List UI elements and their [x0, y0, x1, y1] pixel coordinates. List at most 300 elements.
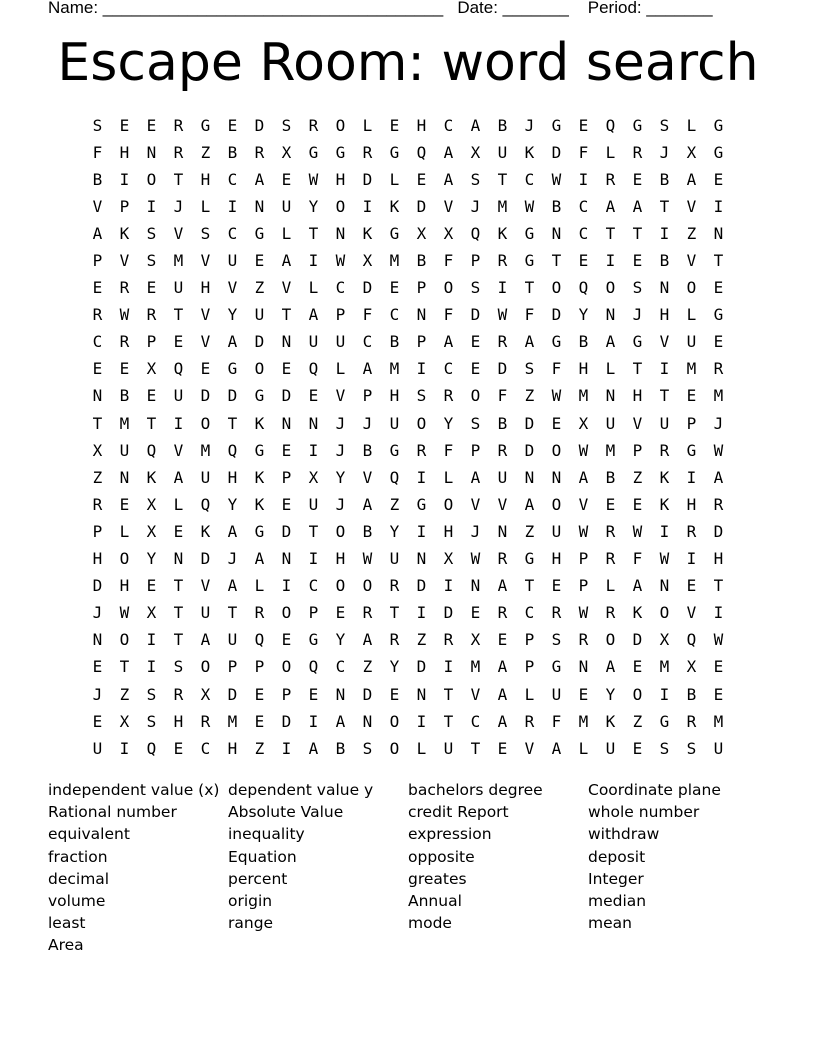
- grid-row: [84, 329, 732, 356]
- grid-letter: D: [524, 413, 535, 433]
- grid-letter: R: [254, 142, 265, 162]
- grid-letter: A: [605, 657, 616, 677]
- grid-letter: B: [416, 251, 427, 271]
- word-bank-item: mean: [588, 914, 632, 933]
- grid-letter: S: [146, 711, 157, 731]
- grid-letter: G: [308, 142, 319, 162]
- grid-letter: Y: [227, 494, 238, 514]
- grid-letter: O: [416, 413, 427, 433]
- grid-letter: D: [281, 711, 292, 731]
- grid-letter: C: [389, 305, 400, 325]
- grid-letter: D: [281, 386, 292, 406]
- grid-letter: B: [92, 169, 103, 189]
- grid-letter: X: [470, 630, 481, 650]
- grid-letter: P: [578, 576, 589, 596]
- grid-letter: T: [173, 576, 184, 596]
- grid-letter: E: [470, 359, 481, 379]
- grid-letter: Q: [146, 738, 157, 758]
- grid-letter: U: [497, 142, 508, 162]
- grid-letter: J: [362, 413, 373, 433]
- grid-letter: W: [659, 549, 670, 569]
- grid-letter: I: [281, 576, 292, 596]
- grid-letter: E: [416, 169, 427, 189]
- grid-letter: S: [470, 413, 481, 433]
- grid-letter: R: [497, 603, 508, 623]
- grid-letter: V: [443, 196, 454, 216]
- grid-letter: J: [173, 196, 184, 216]
- grid-letter: T: [713, 576, 724, 596]
- grid-letter: F: [362, 305, 373, 325]
- grid-letter: R: [605, 521, 616, 541]
- grid-letter: D: [200, 386, 211, 406]
- grid-row: [84, 518, 732, 545]
- grid-letter: O: [362, 576, 373, 596]
- grid-letter: P: [227, 657, 238, 677]
- grid-letter: S: [470, 278, 481, 298]
- grid-letter: Y: [146, 549, 157, 569]
- grid-letter: L: [686, 305, 697, 325]
- grid-letter: U: [308, 332, 319, 352]
- grid-letter: G: [227, 359, 238, 379]
- grid-letter: H: [713, 549, 724, 569]
- grid-letter: Z: [686, 223, 697, 243]
- grid-letter: B: [578, 332, 589, 352]
- grid-letter: A: [227, 521, 238, 541]
- grid-letter: M: [713, 711, 724, 731]
- grid-letter: I: [686, 467, 697, 487]
- grid-letter: C: [200, 738, 211, 758]
- grid-letter: B: [497, 413, 508, 433]
- grid-letter: E: [713, 169, 724, 189]
- grid-letter: V: [686, 603, 697, 623]
- grid-letter: C: [92, 332, 103, 352]
- grid-letter: A: [605, 332, 616, 352]
- grid-letter: A: [200, 630, 211, 650]
- grid-letter: O: [443, 278, 454, 298]
- grid-letter: U: [173, 278, 184, 298]
- grid-letter: Z: [524, 386, 535, 406]
- grid-letter: K: [362, 223, 373, 243]
- grid-letter: Z: [416, 630, 427, 650]
- grid-letter: G: [686, 440, 697, 460]
- grid-letter: S: [146, 684, 157, 704]
- grid-letter: Z: [524, 521, 535, 541]
- grid-letter: E: [254, 684, 265, 704]
- grid-letter: D: [416, 576, 427, 596]
- grid-letter: X: [308, 467, 319, 487]
- grid-letter: Q: [605, 115, 616, 135]
- grid-letter: D: [443, 603, 454, 623]
- grid-letter: Y: [227, 305, 238, 325]
- grid-letter: E: [632, 169, 643, 189]
- word-bank-item: expression: [408, 825, 492, 844]
- grid-letter: X: [443, 549, 454, 569]
- grid-letter: U: [119, 440, 130, 460]
- grid-letter: S: [281, 115, 292, 135]
- grid-letter: P: [281, 467, 292, 487]
- grid-letter: X: [146, 359, 157, 379]
- grid-letter: I: [659, 521, 670, 541]
- grid-letter: A: [497, 684, 508, 704]
- grid-letter: S: [200, 223, 211, 243]
- grid-letter: S: [659, 115, 670, 135]
- grid-letter: T: [227, 413, 238, 433]
- grid-letter: H: [200, 169, 211, 189]
- grid-row: [84, 139, 732, 166]
- grid-letter: D: [416, 657, 427, 677]
- grid-letter: K: [659, 467, 670, 487]
- grid-letter: O: [389, 711, 400, 731]
- grid-letter: A: [605, 196, 616, 216]
- grid-letter: R: [443, 386, 454, 406]
- grid-letter: A: [362, 630, 373, 650]
- grid-letter: A: [362, 494, 373, 514]
- grid-letter: T: [119, 657, 130, 677]
- grid-letter: D: [713, 521, 724, 541]
- grid-letter: T: [632, 223, 643, 243]
- grid-letter: H: [119, 142, 130, 162]
- grid-letter: N: [308, 413, 319, 433]
- grid-letter: S: [173, 657, 184, 677]
- grid-letter: U: [605, 413, 616, 433]
- grid-letter: M: [659, 657, 670, 677]
- grid-letter: M: [497, 196, 508, 216]
- grid-letter: Z: [200, 142, 211, 162]
- grid-letter: N: [254, 196, 265, 216]
- grid-letter: A: [713, 467, 724, 487]
- grid-letter: M: [227, 711, 238, 731]
- grid-letter: T: [524, 576, 535, 596]
- grid-letter: E: [227, 115, 238, 135]
- grid-letter: O: [686, 278, 697, 298]
- grid-letter: X: [281, 142, 292, 162]
- grid-letter: K: [254, 494, 265, 514]
- grid-letter: T: [443, 684, 454, 704]
- grid-letter: T: [659, 386, 670, 406]
- word-bank-item: volume: [48, 892, 106, 911]
- grid-letter: L: [200, 196, 211, 216]
- grid-letter: Q: [686, 630, 697, 650]
- grid-letter: G: [713, 305, 724, 325]
- grid-letter: X: [146, 603, 157, 623]
- grid-letter: I: [659, 359, 670, 379]
- grid-letter: Y: [443, 413, 454, 433]
- grid-letter: W: [119, 305, 130, 325]
- grid-letter: O: [335, 576, 346, 596]
- grid-letter: N: [281, 413, 292, 433]
- grid-letter: A: [497, 576, 508, 596]
- grid-letter: T: [173, 305, 184, 325]
- grid-row: [84, 410, 732, 437]
- grid-letter: L: [308, 278, 319, 298]
- word-bank-item: independent value (x): [48, 781, 220, 799]
- grid-letter: A: [227, 332, 238, 352]
- grid-letter: E: [632, 494, 643, 514]
- grid-letter: A: [551, 738, 562, 758]
- grid-letter: L: [173, 494, 184, 514]
- grid-letter: O: [119, 549, 130, 569]
- grid-letter: G: [713, 115, 724, 135]
- grid-letter: U: [605, 738, 616, 758]
- grid-letter: O: [551, 494, 562, 514]
- grid-letter: R: [497, 440, 508, 460]
- grid-row: [84, 681, 732, 708]
- grid-letter: S: [146, 223, 157, 243]
- grid-letter: T: [713, 251, 724, 271]
- grid-letter: P: [362, 386, 373, 406]
- grid-letter: X: [443, 223, 454, 243]
- grid-letter: I: [659, 223, 670, 243]
- grid-letter: V: [200, 251, 211, 271]
- grid-letter: B: [686, 684, 697, 704]
- grid-letter: E: [308, 684, 319, 704]
- grid-letter: B: [605, 467, 616, 487]
- grid-letter: P: [416, 278, 427, 298]
- word-bank-item: Equation: [228, 847, 297, 866]
- grid-letter: D: [632, 630, 643, 650]
- grid-letter: A: [335, 711, 346, 731]
- word-bank-item: Area: [48, 936, 84, 955]
- grid-row: [84, 302, 732, 329]
- grid-letter: U: [254, 305, 265, 325]
- grid-letter: E: [713, 278, 724, 298]
- grid-letter: H: [416, 115, 427, 135]
- grid-letter: T: [308, 521, 319, 541]
- word-bank-item: dependent value y: [228, 781, 374, 799]
- grid-letter: G: [389, 440, 400, 460]
- word-bank-item: Absolute Value: [228, 803, 344, 822]
- grid-letter: G: [254, 386, 265, 406]
- grid-letter: V: [119, 251, 130, 271]
- grid-row: [84, 383, 732, 410]
- grid-row: [84, 275, 732, 302]
- grid-letter: K: [119, 223, 130, 243]
- grid-letter: I: [308, 711, 319, 731]
- grid-letter: D: [416, 196, 427, 216]
- grid-letter: C: [335, 657, 346, 677]
- grid-letter: A: [443, 169, 454, 189]
- grid-letter: E: [578, 251, 589, 271]
- grid-letter: T: [632, 359, 643, 379]
- grid-letter: E: [200, 359, 211, 379]
- grid-letter: M: [605, 440, 616, 460]
- grid-letter: A: [281, 251, 292, 271]
- grid-letter: C: [227, 169, 238, 189]
- grid-letter: I: [146, 196, 157, 216]
- grid-row: [84, 356, 732, 383]
- grid-letter: G: [524, 549, 535, 569]
- grid-letter: W: [713, 630, 724, 650]
- grid-letter: N: [659, 576, 670, 596]
- grid-letter: X: [362, 251, 373, 271]
- grid-letter: N: [605, 305, 616, 325]
- grid-letter: O: [281, 603, 292, 623]
- grid-letter: T: [524, 278, 535, 298]
- grid-letter: I: [659, 684, 670, 704]
- grid-letter: U: [389, 549, 400, 569]
- grid-letter: C: [227, 223, 238, 243]
- grid-letter: R: [119, 332, 130, 352]
- grid-letter: Z: [254, 738, 265, 758]
- grid-letter: H: [551, 549, 562, 569]
- grid-letter: V: [92, 196, 103, 216]
- word-bank-item: equivalent: [48, 825, 130, 844]
- grid-row: [84, 573, 732, 600]
- grid-letter: V: [578, 494, 589, 514]
- grid-letter: E: [119, 494, 130, 514]
- grid-letter: N: [281, 332, 292, 352]
- grid-letter: B: [362, 521, 373, 541]
- grid-letter: D: [254, 115, 265, 135]
- grid-letter: R: [632, 142, 643, 162]
- grid-letter: X: [416, 223, 427, 243]
- page-title: Escape Room: word search: [57, 33, 759, 93]
- grid-letter: U: [308, 494, 319, 514]
- grid-letter: Q: [308, 359, 319, 379]
- grid-letter: A: [524, 494, 535, 514]
- grid-letter: M: [200, 440, 211, 460]
- grid-letter: R: [254, 603, 265, 623]
- grid-letter: G: [254, 223, 265, 243]
- word-bank-item: mode: [408, 914, 452, 933]
- grid-letter: I: [119, 738, 130, 758]
- grid-letter: U: [200, 603, 211, 623]
- grid-letter: Y: [335, 630, 346, 650]
- grid-letter: E: [281, 494, 292, 514]
- grid-letter: E: [335, 603, 346, 623]
- grid-letter: R: [362, 142, 373, 162]
- grid-letter: E: [497, 738, 508, 758]
- grid-letter: U: [659, 413, 670, 433]
- grid-letter: E: [146, 115, 157, 135]
- grid-letter: T: [146, 413, 157, 433]
- grid-letter: Z: [119, 684, 130, 704]
- grid-letter: E: [146, 278, 157, 298]
- grid-letter: O: [443, 494, 454, 514]
- student-info-line: Name: ____________________________________ Date: _______ Period: _______: [48, 0, 713, 17]
- grid-letter: D: [470, 305, 481, 325]
- grid-letter: I: [308, 440, 319, 460]
- grid-letter: C: [470, 711, 481, 731]
- grid-letter: R: [146, 305, 157, 325]
- grid-letter: E: [173, 738, 184, 758]
- word-bank-item: Annual: [408, 892, 462, 911]
- grid-row: [84, 600, 732, 627]
- grid-letter: L: [578, 738, 589, 758]
- word-bank-item: credit Report: [408, 803, 509, 822]
- grid-letter: I: [308, 251, 319, 271]
- grid-letter: N: [497, 521, 508, 541]
- grid-letter: U: [200, 467, 211, 487]
- grid-letter: F: [443, 251, 454, 271]
- grid-letter: A: [686, 169, 697, 189]
- grid-letter: R: [497, 251, 508, 271]
- grid-letter: W: [578, 603, 589, 623]
- grid-letter: A: [524, 332, 535, 352]
- word-bank-item: range: [228, 914, 274, 933]
- grid-letter: G: [254, 440, 265, 460]
- grid-letter: R: [173, 684, 184, 704]
- grid-letter: Z: [389, 494, 400, 514]
- grid-letter: F: [443, 440, 454, 460]
- grid-letter: J: [335, 413, 346, 433]
- grid-letter: N: [335, 684, 346, 704]
- grid-letter: R: [497, 332, 508, 352]
- grid-letter: E: [146, 576, 157, 596]
- grid-letter: P: [308, 603, 319, 623]
- word-bank-item: inequality: [228, 825, 305, 844]
- grid-letter: O: [605, 278, 616, 298]
- grid-letter: S: [92, 115, 103, 135]
- grid-letter: N: [524, 467, 535, 487]
- grid-letter: R: [605, 549, 616, 569]
- grid-letter: E: [551, 413, 562, 433]
- grid-letter: D: [524, 440, 535, 460]
- grid-letter: R: [416, 440, 427, 460]
- grid-letter: R: [659, 440, 670, 460]
- grid-row: [84, 220, 732, 247]
- grid-letter: K: [632, 603, 643, 623]
- word-column: [588, 779, 768, 957]
- grid-letter: A: [173, 467, 184, 487]
- grid-letter: P: [470, 251, 481, 271]
- grid-letter: V: [686, 196, 697, 216]
- grid-letter: L: [335, 359, 346, 379]
- grid-letter: R: [173, 142, 184, 162]
- grid-letter: A: [227, 576, 238, 596]
- grid-letter: N: [335, 223, 346, 243]
- grid-letter: B: [335, 738, 346, 758]
- grid-letter: L: [443, 467, 454, 487]
- grid-letter: N: [659, 278, 670, 298]
- grid-letter: N: [362, 711, 373, 731]
- grid-letter: L: [605, 142, 616, 162]
- grid-letter: Q: [578, 278, 589, 298]
- grid-letter: O: [335, 115, 346, 135]
- grid-letter: V: [173, 223, 184, 243]
- grid-letter: N: [470, 576, 481, 596]
- grid-row: [84, 546, 732, 573]
- grid-letter: A: [578, 467, 589, 487]
- grid-letter: O: [551, 278, 562, 298]
- word-bank-item: Coordinate plane: [588, 781, 721, 799]
- grid-letter: E: [470, 603, 481, 623]
- grid-letter: E: [497, 630, 508, 650]
- grid-letter: N: [92, 630, 103, 650]
- grid-letter: M: [389, 359, 400, 379]
- word-bank-item: opposite: [408, 847, 475, 866]
- grid-letter: W: [524, 196, 535, 216]
- grid-letter: M: [389, 251, 400, 271]
- grid-letter: G: [713, 142, 724, 162]
- grid-letter: W: [497, 305, 508, 325]
- grid-letter: M: [578, 386, 589, 406]
- grid-letter: G: [551, 332, 562, 352]
- grid-letter: V: [227, 278, 238, 298]
- grid-letter: F: [497, 386, 508, 406]
- grid-letter: E: [92, 278, 103, 298]
- grid-letter: M: [470, 657, 481, 677]
- word-bank-item: origin: [228, 892, 273, 911]
- grid-letter: W: [578, 521, 589, 541]
- grid-letter: D: [227, 684, 238, 704]
- grid-letter: L: [605, 576, 616, 596]
- grid-letter: N: [551, 223, 562, 243]
- grid-letter: W: [578, 440, 589, 460]
- grid-letter: H: [443, 521, 454, 541]
- grid-letter: S: [146, 251, 157, 271]
- grid-letter: D: [281, 521, 292, 541]
